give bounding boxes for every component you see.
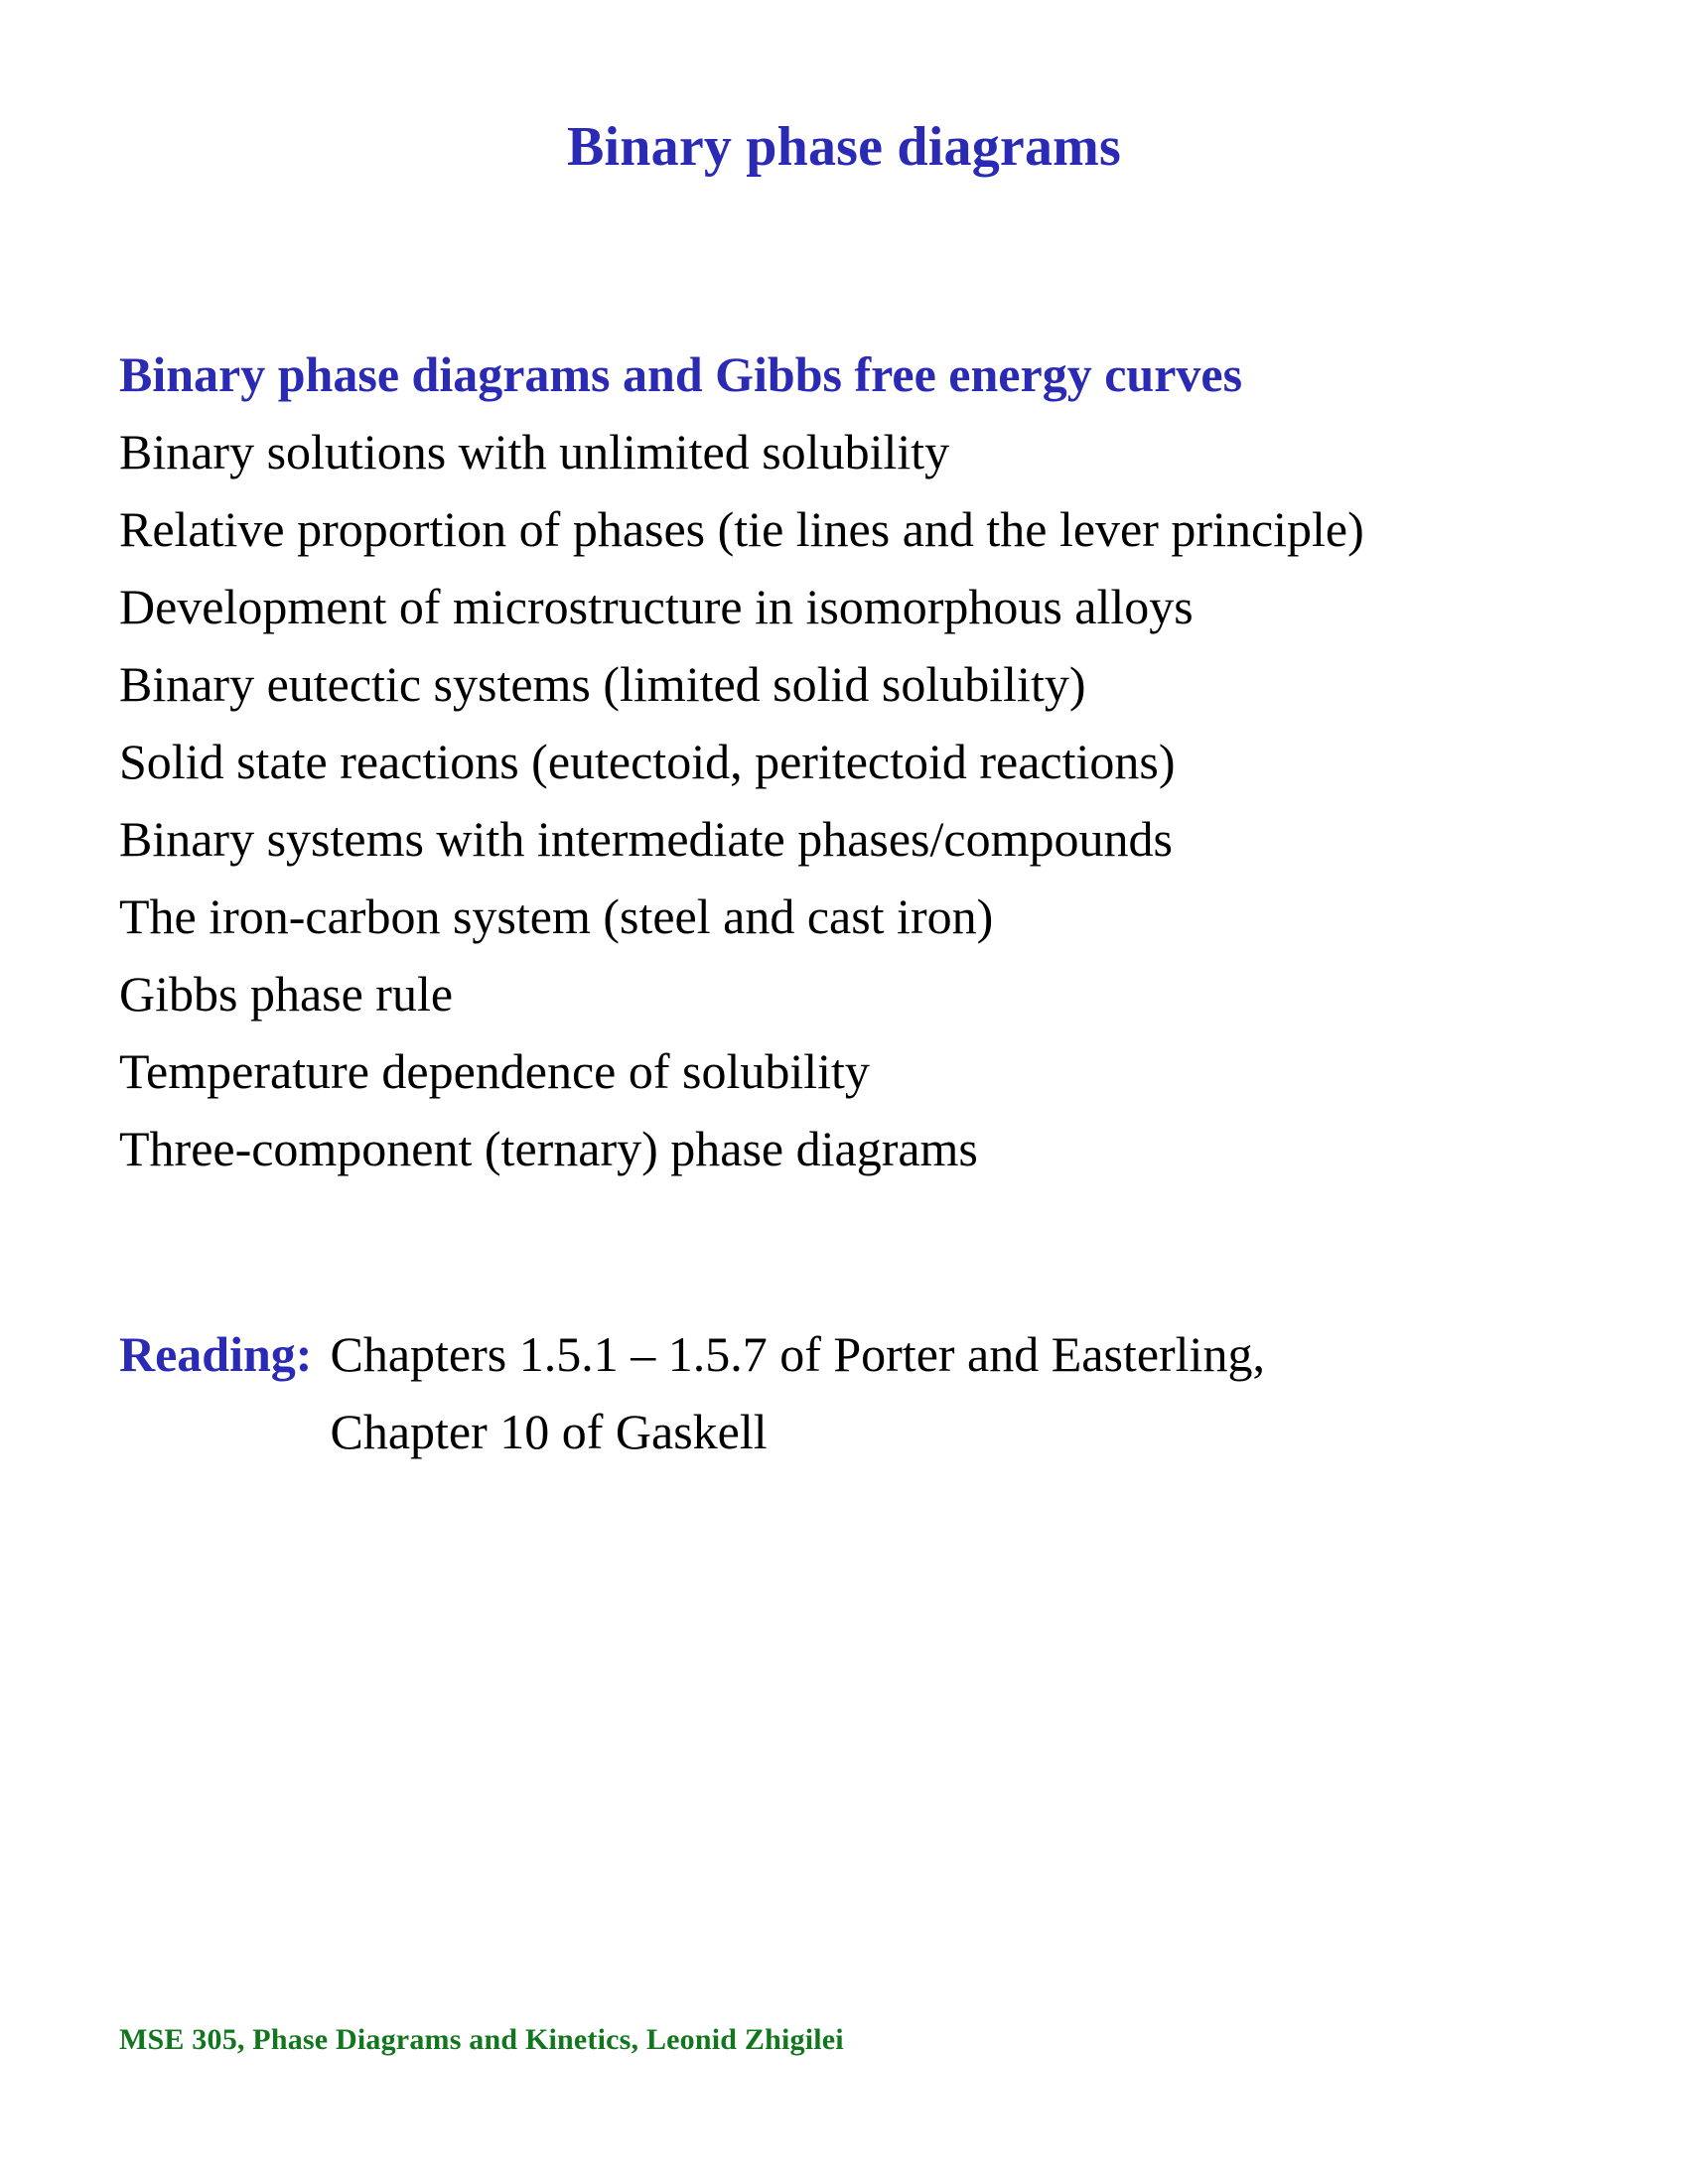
outline-item-intermediate-phases: Binary systems with intermediate phases/compounds — [119, 811, 1173, 867]
reading-text-line-2: Chapter 10 of Gaskell — [330, 1404, 768, 1459]
reading-block — [119, 1315, 1589, 1470]
reading-row-second — [119, 1393, 1589, 1470]
outline-list — [119, 336, 1589, 1187]
outline-item-solid-state-reactions: Solid state reactions (eutectoid, peritectoid reactions) — [119, 734, 1176, 789]
outline-item-ternary-diagrams: Three-component (ternary) phase diagrams — [119, 1121, 978, 1176]
outline-item-relative-proportion: Relative proportion of phases (tie lines and the lever principle) — [119, 501, 1364, 557]
outline-item-binary-solutions: Binary solutions with unlimited solubility — [119, 424, 950, 479]
reading-label: Reading: — [119, 1326, 313, 1382]
reading-text-line-1: Chapters 1.5.1 – 1.5.7 of Porter and Easterling, — [330, 1326, 1265, 1382]
outline-item-microstructure-development: Development of microstructure in isomorphous alloys — [119, 579, 1194, 634]
outline-item-binary-eutectic: Binary eutectic systems (limited solid solubility) — [119, 656, 1086, 712]
outline-item-iron-carbon-system: The iron-carbon system (steel and cast iron) — [119, 888, 994, 944]
footer-course-credit: MSE 305, Phase Diagrams and Kinetics, Leonid Zhigilei — [119, 2023, 844, 2056]
outline-item-gibbs-phase-rule: Gibbs phase rule — [119, 966, 454, 1022]
reading-row-first — [119, 1315, 1589, 1393]
outline-item-heading: Binary phase diagrams and Gibbs free energy curves — [119, 346, 1243, 402]
page-title: Binary phase diagrams — [566, 116, 1122, 178]
outline-item-temperature-dependence: Temperature dependence of solubility — [119, 1043, 870, 1099]
